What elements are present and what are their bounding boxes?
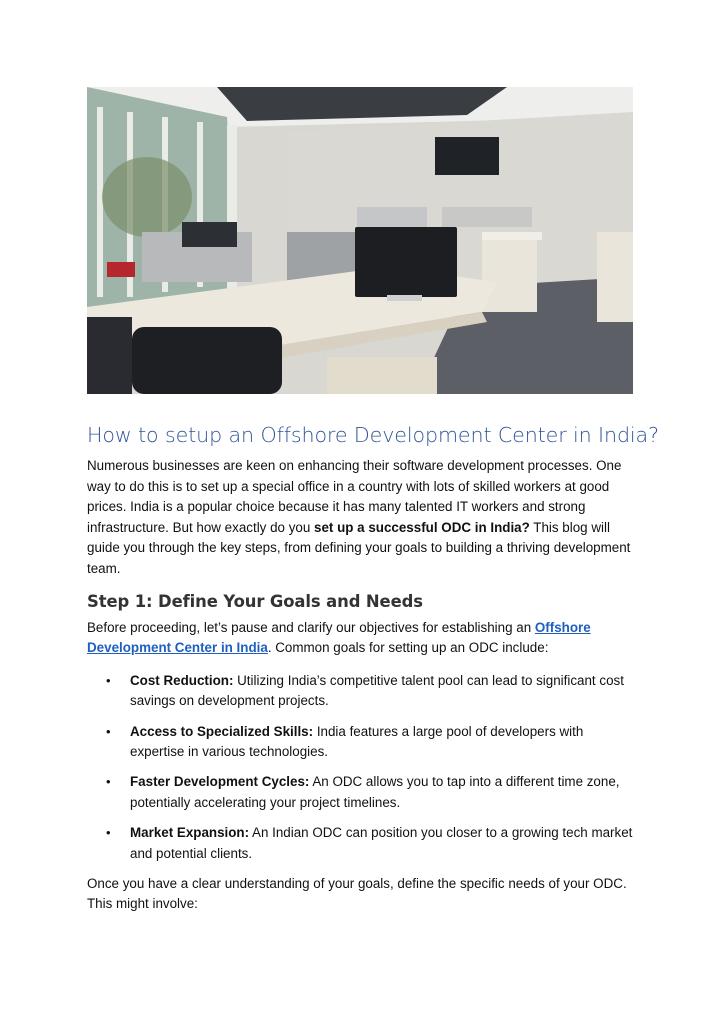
step1-text-end: . Common goals for setting up an ODC include:	[267, 640, 549, 656]
intro-paragraph	[87, 456, 633, 580]
list-item-label: Access to Specialized Skills:	[130, 723, 314, 739]
goals-list	[87, 671, 633, 865]
office-photo	[87, 87, 633, 394]
closing-paragraph: Once you have a clear understanding of your goals, define the specific needs of your ODC. This might involve:	[87, 875, 627, 912]
article-title: How to setup an Offshore Development Center in India?	[87, 423, 659, 447]
list-item	[87, 772, 633, 813]
odc-india-link[interactable]: Offshore Development Center in India	[87, 619, 591, 656]
bullet-icon: •	[106, 672, 111, 688]
list-item	[87, 671, 633, 712]
article-body	[87, 420, 659, 915]
intro-bold-text: set up a successful ODC in India?	[314, 519, 530, 535]
intro-text-start: Numerous businesses are keen on enhancing their software development processes. One way to do this is to set up a special office in a country with lots of skilled workers at good prices. India is a popular choice because it has many talented IT workers and strong infrastructure. But how exactly do you	[87, 458, 622, 535]
list-item-text: Utilizing India’s competitive talent pool can lead to significant cost savings on development projects.	[130, 672, 624, 709]
list-item-text: India features a large pool of developers with expertise in various technologies.	[130, 723, 584, 760]
step1-paragraph	[87, 618, 633, 659]
intro-text-end: This blog will guide you through the key steps, from defining your goals to building a thriving development team.	[87, 519, 631, 576]
bullet-icon: •	[106, 774, 111, 790]
list-item-label: Faster Development Cycles:	[130, 774, 310, 790]
list-item-label: Market Expansion:	[130, 825, 250, 841]
list-item	[87, 722, 633, 763]
list-item-text: An Indian ODC can position you closer to a growing tech market and potential clients.	[130, 825, 633, 861]
bullet-icon: •	[106, 723, 111, 739]
bullet-icon: •	[106, 825, 111, 841]
list-item-text: An ODC allows you to tap into a different time zone, potentially accelerating your project timelines.	[130, 774, 620, 810]
step1-heading: Step 1: Define Your Goals and Needs	[87, 591, 423, 611]
step1-text-start: Before proceeding, let’s pause and clarify our objectives for establishing an	[87, 619, 535, 635]
list-item	[87, 823, 633, 864]
list-item-label: Cost Reduction:	[130, 672, 234, 688]
